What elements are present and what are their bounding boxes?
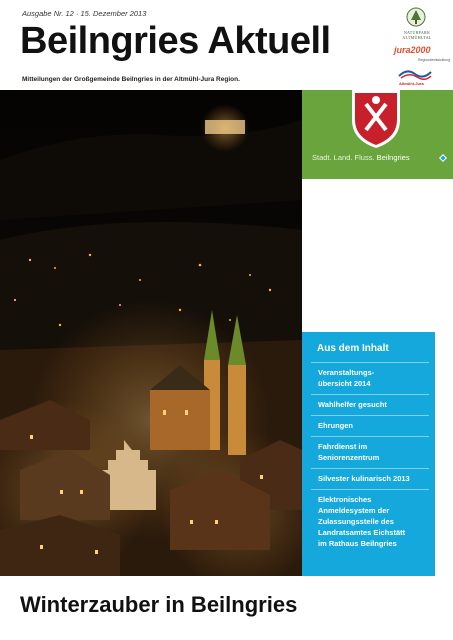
cover-headline: Winterzauber in Beilngries (20, 592, 298, 617)
jura2000-subtext: Regionalentwicklung (418, 58, 451, 62)
toc-item[interactable]: Fahrdienst im Seniorenzentrum (311, 436, 429, 468)
altmuehl-jura-logo-icon (397, 66, 433, 80)
night-town-illustration (0, 90, 302, 576)
jura2000-logo: jura2000 (394, 45, 431, 55)
toc-item[interactable]: Wahlhelfer gesucht (311, 394, 429, 415)
toc-item[interactable]: Silvester kulinarisch 2013 (311, 468, 429, 489)
toc-item[interactable]: Veranstaltungs- übersicht 2014 (311, 362, 429, 394)
coat-of-arms-icon (350, 90, 402, 148)
diamond-icon (439, 154, 447, 162)
naturpark-text: NATURPARK ALTMÜHLTAL (402, 30, 432, 40)
table-of-contents (302, 332, 435, 576)
toc-item[interactable]: Elektronisches Anmeldesystem der Zulassungsstelle des Landratsamtes Eichstätt im Rathaus Beilngries (311, 489, 429, 554)
tagline-prefix: Stadt. Land. Fluss. (312, 153, 375, 162)
cover-footer (0, 576, 453, 640)
partner-logos (381, 0, 453, 90)
toc-list (311, 362, 429, 554)
tagline (312, 153, 410, 162)
publication-subtitle: Mitteilungen der Großgemeinde Beilngries in der Altmühl-Jura Region. (22, 76, 240, 83)
toc-item[interactable]: Ehrungen (311, 415, 429, 436)
brand-banner (302, 90, 453, 179)
cover-photo (0, 90, 302, 576)
masthead (0, 0, 453, 90)
issue-line: Ausgabe Nr. 12 · 15. Dezember 2013 (22, 9, 147, 18)
naturpark-logo-icon (406, 7, 426, 29)
tagline-town: Beilngries (376, 153, 410, 162)
altmuehl-jura-text: Altmühl-Jura (399, 81, 424, 86)
toc-title: Aus dem Inhalt (317, 343, 389, 354)
publication-title: Beilngries Aktuell (20, 20, 331, 62)
